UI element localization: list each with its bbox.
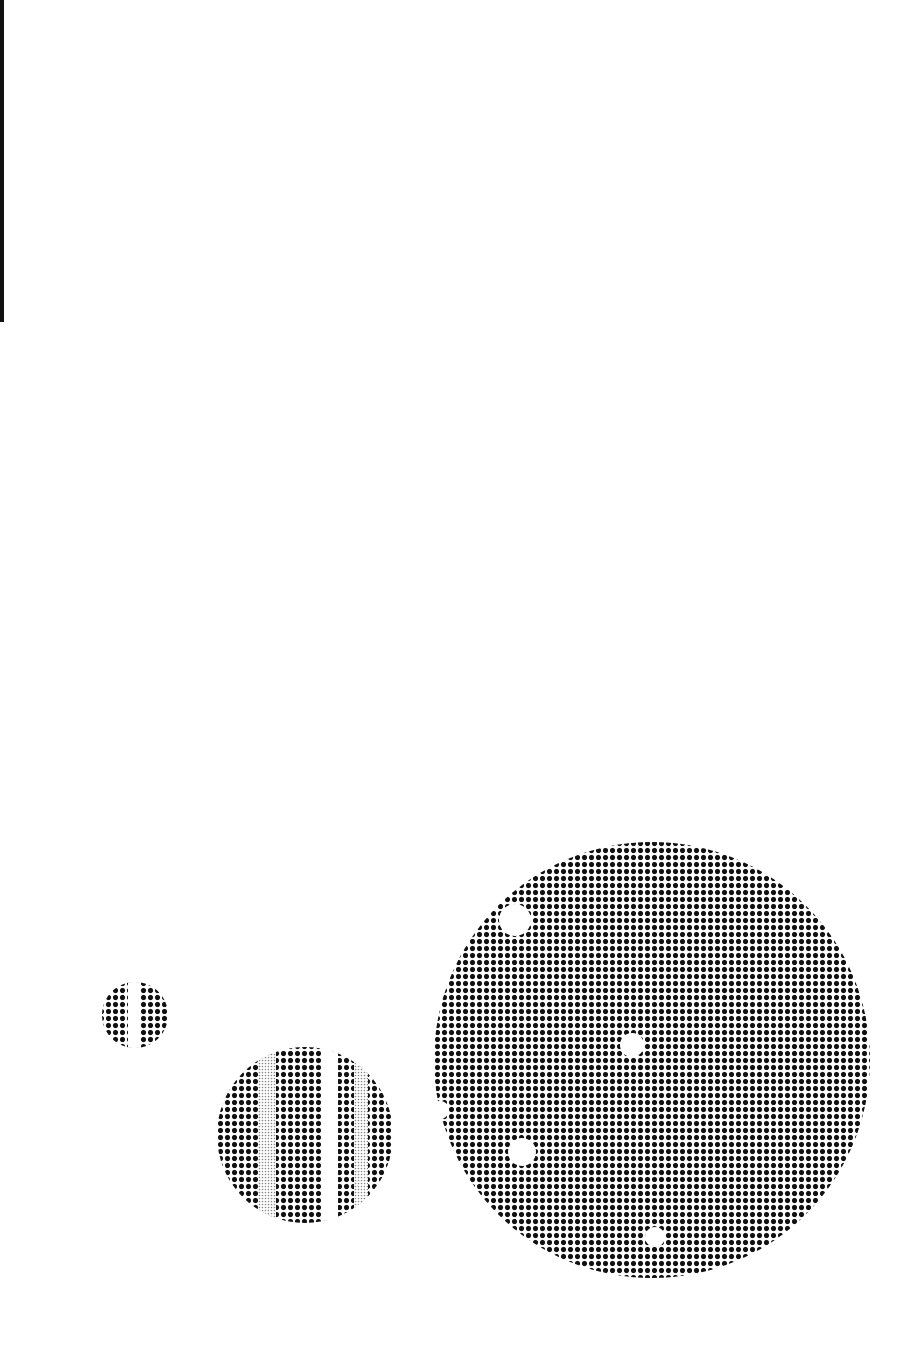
small-dotted-circle	[100, 980, 170, 1050]
top-cloud-shapes	[22, 36, 900, 330]
signature-dotted-circle	[215, 1045, 395, 1225]
large-striped-dotted-circle	[430, 840, 880, 1280]
afterword-body	[99, 336, 699, 355]
